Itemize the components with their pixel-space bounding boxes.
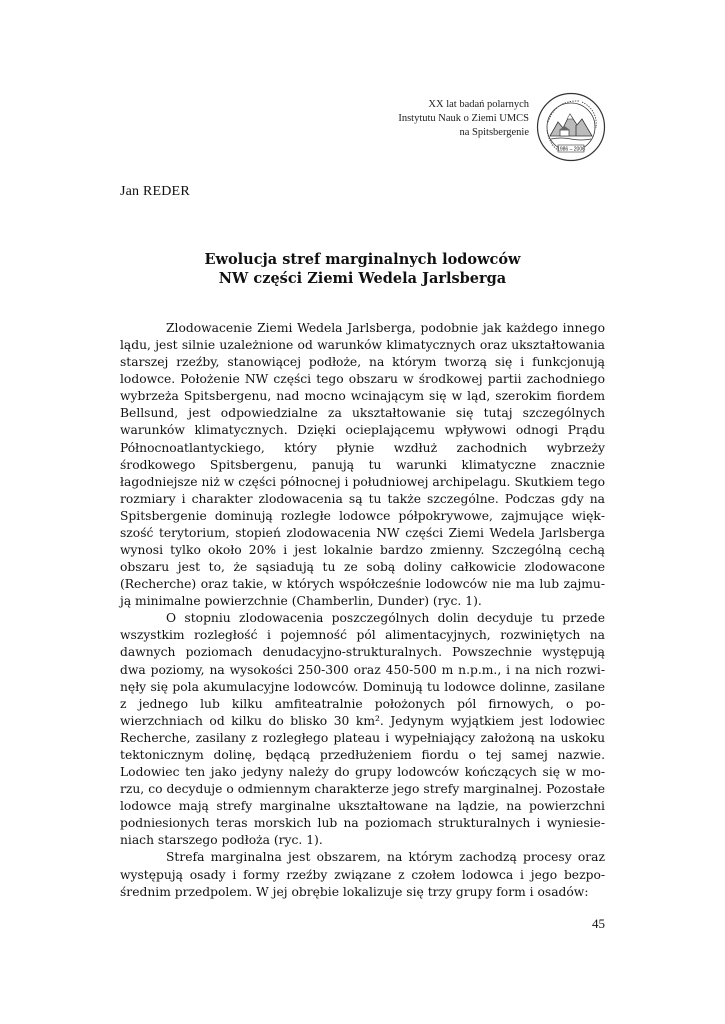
institute-seal-logo xyxy=(536,92,606,162)
running-header xyxy=(398,98,529,140)
article-body xyxy=(120,320,605,901)
header-line: XX lat badań polarnych xyxy=(428,99,529,110)
paragraph: Zlodowacenie Ziemi Wedela Jarlsberga, podobnie jak każdego innego lądu, jest silnie uzależnione od warunków klimatycznych oraz ukształtowania starszej rzeźby, stanowiącej podłoże, na którym tworzą się i funkcjonują lodowce. Położenie NW części tego obszaru w środkowej partii zachodniego wybrzeża Spitsbergenu, nad mocno wcinającym się w ląd, szerokim fiordem Bellsund, jest odpowiedzialne za ukształtowanie się tutaj szczególnych warunków klimatycznych. Dzięki ocieplającemu wpływowi odnogi Prądu Północnoatlantyckiego, który płynie wzdłuż zachodnich wybrzeży środkowego Spitsbergenu, panują tu warunki klimatyczne znacznie łagodniejsze niż w części północnej i południowej archipelagu. Skutkiem tego rozmiary i charakter zlodowacenia są tu także szczególne. Podczas gdy na Spitsbergenie dominują rozległe lodowce półpokrywowe, zajmujące większość terytorium, stopień zlodowacenia NW części Ziemi Wedela Jarlsberga wynosi tylko około 20% i jest lokalnie bardzo zmienny. Szczególną cechą obszaru jest to, że sąsiadują tu ze sobą doliny całkowicie zlodowacone (Recherche) oraz takie, w których współcześnie lodowców nie ma lub zajmują minimalne powierzchnie (Chamberlin, Dunder) (ryc. 1). xyxy=(120,321,605,609)
title-line: Ewolucja stref marginalnych lodowców xyxy=(204,251,521,268)
paragraph: Strefa marginalna jest obszarem, na którym zachodzą procesy oraz występują osady i formy rzeźby związane z czołem lodowca i jego bezpośrednim przedpolem. W jej obrębie lokalizuje się trzy grupy form i osadów: xyxy=(120,850,605,899)
paragraph: O stopniu zlodowacenia poszczególnych dolin decyduje tu przede wszystkim rozległość i pojemność pól alimentacyjnych, rozwiniętych na dawnych poziomach denudacyjno-strukturalnych. Powszechnie występują dwa poziomy, na wysokości 250-300 oraz 450-500 m n.p.m., i na nich rozwinęły się pola akumulacyjne lodowców. Dominują tu lodowce dolinne, zasilane z jednego lub kilku amfiteatralnie położonych pól firnowych, o powierzchniach od kilku do blisko 30 km². Jedynym wyjątkiem jest lodowiec Recherche, zasilany z rozległego plateau i wypełniający założoną na uskoku tektonicznym dolinę, będącą przedłużeniem fiordu o tej samej nazwie. Lodowiec ten jako jedyny należy do grupy lodowców kończących się w morzu, co decyduje o odmiennym charakterze jego strefy marginalnej. Pozostałe lodowce mają strefy marginalne ukształtowane na lądzie, na powierzchni podniesionych teras morskich lub na poziomach strukturalnych i wyniesieniach starszego podłoża (ryc. 1). xyxy=(120,611,605,848)
seal-years: 1986 – 2006 xyxy=(557,146,585,153)
header-line: Instytutu Nauk o Ziemi UMCS xyxy=(398,113,529,124)
author-name: Jan REDER xyxy=(120,184,190,199)
header-line: na Spitsbergenie xyxy=(459,127,529,138)
article-title xyxy=(120,250,605,288)
title-line: NW części Ziemi Wedela Jarlsberga xyxy=(218,270,507,287)
page-number: 45 xyxy=(592,916,605,931)
